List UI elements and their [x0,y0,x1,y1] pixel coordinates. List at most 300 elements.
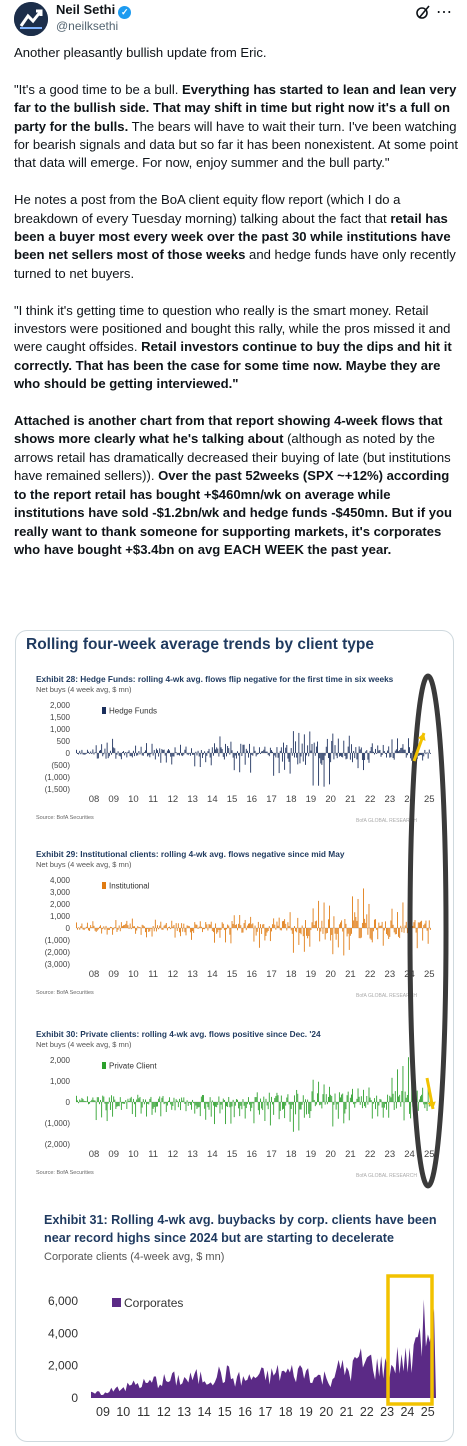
chart-bar [199,1102,200,1107]
chart-bar [212,928,213,931]
chart-bar [98,753,99,758]
x-tick-label: 19 [305,969,317,980]
chart-bar [167,1102,168,1106]
chart-bar [126,753,127,757]
chart-bar [274,925,275,928]
chart-bar [260,1099,261,1102]
chart-bar [99,927,100,928]
y-tick-label: (3,000) [44,960,70,969]
chart-bar [371,747,372,753]
chart-bar [280,1102,281,1111]
chart-bar [167,751,168,753]
chart-bar [169,1097,170,1102]
chart-bar [343,1102,344,1123]
chart-bar [418,922,419,928]
x-tick-label: 21 [345,1149,356,1160]
chart-bar [321,1102,322,1108]
chart-bar [333,753,334,759]
chart-bar [107,928,108,935]
chart-bar [384,1102,385,1108]
chart-bar [336,753,337,756]
chart-bar [270,928,271,941]
grok-icon[interactable] [415,4,431,20]
corp-y-tick: 4,000 [47,1326,78,1341]
chart-bar [295,1102,296,1114]
chart-bar [194,753,195,766]
chart-bar [399,750,400,753]
chart-bar [238,924,239,928]
chart-bar [370,751,371,753]
chart-bar [108,753,109,758]
chart-bar [81,1098,82,1102]
chart-bar [190,1102,191,1105]
chart-bar [419,923,420,929]
chart-bar [421,921,422,928]
chart-bar [273,918,274,928]
x-tick-label: 16 [246,1149,258,1160]
chart-bar [427,752,428,753]
chart-bar [359,928,360,938]
x-tick-label: 25 [423,794,435,805]
chart-bar [230,1102,231,1124]
chart-bar [316,1102,317,1105]
chart-bar [230,742,231,753]
corp-subtitle: Corporate clients (4-week avg, $ mn) [44,1251,225,1263]
chart-bar [206,924,207,928]
chart-bar [387,1095,388,1102]
chart-bar [221,1102,222,1105]
chart-bar [423,925,424,928]
chart-bar [114,1100,115,1102]
chart-bar [132,753,133,757]
chart-bar [235,753,236,755]
chart-bar [171,1102,172,1110]
chart-bar [291,928,292,930]
y-tick-label: (1,500) [44,785,70,794]
chart-bar [159,748,160,753]
chart-bar [422,1088,423,1102]
chart-bar [123,925,124,928]
chart-bar [195,924,196,928]
chart-bar [210,925,211,928]
chart-bar [310,928,311,930]
corp-legend-swatch [112,1298,121,1307]
chart-bar [383,745,384,753]
chart-bar [375,1102,376,1109]
chart-bar [213,1102,214,1106]
chart-bar [132,919,133,928]
chart-bar [372,1102,373,1119]
chart-bar [294,753,295,757]
chart-bar [194,922,195,928]
corp-x-tick: 14 [197,1405,212,1419]
chart-bar [281,1096,282,1102]
chart-bar [205,922,206,928]
chart-bar [300,1102,301,1110]
chart-bar [280,751,281,753]
chart-bar [389,1096,390,1102]
chart-bar [233,1100,234,1102]
chart-bar [257,753,258,755]
chart-bar [160,922,161,928]
chart-bar [177,1101,178,1102]
chart-bar [359,746,360,753]
chart-bar [222,749,223,753]
chart-bar [154,750,155,753]
chart-bar [100,925,101,928]
chart-bar [406,753,407,758]
chart-bar [109,1097,110,1102]
tweet-paragraph [14,44,460,62]
chart-bar [248,924,249,928]
chart-bar [236,924,237,928]
attached-image[interactable] [15,630,454,1442]
chart-bar [121,753,122,759]
chart-bar [286,745,287,753]
chart-bar [378,1102,379,1105]
chart-bar [266,752,267,753]
chart-bar [233,753,234,758]
legend-swatch [102,707,106,714]
chart-bar [141,1102,142,1114]
chart-bar [279,918,280,928]
chart-bar [88,1102,89,1104]
chart-bar [225,1102,226,1124]
chart-bar [138,751,139,753]
chart-bar [268,1102,269,1109]
chart-bar [237,928,238,930]
chart-bar [278,926,279,928]
chart-bar [387,751,388,753]
chart-bar [350,753,351,760]
chart-bar [430,753,431,754]
chart-bar [91,1100,92,1102]
chart-bar [370,928,371,938]
chart-bar [362,923,363,928]
chart-bar [339,1092,340,1102]
chart-bar [426,1102,427,1104]
chart-bar [111,753,112,755]
chart-bar [76,750,77,753]
chart-bar [218,753,219,757]
chart-bar [79,928,80,930]
chart-bar [285,924,286,928]
chart-bar [213,928,214,932]
chart-bar [94,753,95,755]
chart-bar [247,1102,248,1104]
chart-bar [340,922,341,928]
chart-bar [143,753,144,756]
chart-bar [238,753,239,756]
author-name[interactable] [56,2,131,19]
chart-bar [76,1096,77,1102]
chart-bar [420,1096,421,1102]
chart-bar [427,1102,428,1111]
chart-bar [393,1094,394,1102]
chart-bar [151,928,152,929]
chart-bar [243,745,244,753]
avatar[interactable] [14,2,48,36]
chart-bar [186,1102,187,1111]
corp-title-line2: near record highs since 2024 but are starting to decelerate [44,1231,394,1245]
panel-subtitle: Net buys (4 week avg, $ mn) [36,860,132,869]
chart-bar [274,753,275,756]
chart-bar [171,921,172,928]
chart-bar [198,928,199,929]
corp-x-tick: 18 [278,1405,293,1419]
chart-bar [100,1100,101,1102]
chart-bar [144,1102,145,1104]
chart-bar [80,753,81,754]
chart-bar [277,922,278,928]
chart-bar [180,745,181,753]
chart-bar [197,925,198,928]
chart-bar [424,750,425,753]
chart-bar [301,928,302,934]
chart-bar [249,923,250,928]
y-tick-label: 2,000 [49,900,70,909]
chart-bar [220,736,221,753]
chart-bar [216,747,217,753]
chart-bar [353,751,354,753]
chart-bar [243,1099,244,1102]
chart-bar [306,1102,307,1114]
chart-bar [407,753,408,755]
chart-bar [393,925,394,928]
y-tick-label: 1,000 [49,1077,70,1086]
chart-bar [333,1102,334,1105]
chart-bar [264,928,265,940]
x-tick-label: 18 [285,1149,297,1160]
chart-bar [383,928,384,946]
chart-bar [404,1102,405,1120]
chart-bar [400,1102,401,1107]
chart-bar [195,1102,196,1106]
chart-bar [126,1102,127,1109]
chart-bar [244,745,245,753]
chart-bar [326,747,327,753]
y-tick-label: 1,000 [49,725,70,734]
chart-bar [251,1102,252,1108]
x-tick-label: 16 [246,969,258,980]
chart-bar [422,928,423,941]
chart-bar [373,1102,374,1104]
chart-bar [166,753,167,763]
chart-bar [337,753,338,758]
x-tick-label: 11 [148,969,159,980]
chart-bar [378,750,379,753]
chart-bar [183,1097,184,1102]
chart-bar [163,1096,164,1102]
chart-bar [355,747,356,753]
author-handle[interactable]: @neilksethi [56,19,119,33]
chart-bar [90,752,91,754]
chart-bar [170,928,171,929]
x-tick-label: 14 [207,794,218,805]
chart-bar [188,926,189,928]
chart-bar [84,928,85,930]
chart-bar [277,747,278,753]
chart-bar [223,1099,224,1102]
chart-bar [200,753,201,767]
chart-bar [283,1102,284,1109]
chart-bar [120,928,121,931]
chart-bar [254,747,255,753]
chart-bar [338,928,339,947]
chart-bar [136,753,137,756]
chart-bar [355,1102,356,1103]
chart-bar [184,750,185,753]
chart-bar [145,750,146,753]
chart-bar [275,928,276,930]
chart-bar [392,1078,393,1102]
chart-bar [312,744,313,753]
chart-bar [309,731,310,753]
chart-bar [361,928,362,938]
chart-bar [254,928,255,942]
x-tick-label: 25 [423,969,435,980]
author-name-text[interactable]: Neil Sethi [56,2,116,17]
chart-bar [369,1088,370,1103]
chart-bar [241,928,242,933]
chart-bar [128,752,129,753]
chart-bar [79,1099,80,1102]
chart-bar [97,753,98,759]
x-tick-label: 11 [148,1149,159,1160]
chart-bar [154,1102,155,1107]
chart-bar [366,914,367,928]
chart-bar [130,753,131,756]
x-tick-label: 18 [285,794,297,805]
y-tick-label: (500) [51,761,70,770]
chart-bar [144,752,145,753]
chart-bar [316,921,317,928]
chart-bar [354,1102,355,1108]
chart-bar [239,915,240,928]
chart-bar [240,744,241,753]
chart-bar [131,1097,132,1102]
chart-bar [319,928,320,941]
chart-bar [238,1102,239,1108]
chart-bar [229,1102,230,1107]
chart-bar [262,751,263,753]
image-main-title: Rolling four-week average trends by client type [26,636,374,653]
chart-bar [205,753,206,762]
chart-bar [221,928,222,930]
chart-bar [98,1097,99,1102]
more-options-icon[interactable]: ⋯ [436,4,453,21]
chart-bar [229,753,230,755]
chart-bar [203,928,204,929]
y-tick-label: (1,000) [44,1119,70,1128]
chart-bar [335,928,336,934]
chart-bar [267,752,268,753]
chart-bar [302,744,303,753]
chart-bar [342,753,343,757]
chart-bar [215,1102,216,1107]
chart-bar [104,1102,105,1104]
chart-bar [216,1102,217,1107]
chart-bar [200,921,201,928]
text-segment: "It's a good time to be a bull. [14,81,183,97]
chart-bar [269,926,270,928]
chart-bar [420,922,421,928]
chart-bar [174,753,175,757]
chart-bar [395,928,396,934]
chart-bar [407,1095,408,1102]
client-flow-charts [16,631,453,1441]
chart-bar [246,749,247,753]
chart-bar [176,752,177,753]
chart-bar [263,924,264,928]
y-tick-label: (2,000) [44,948,70,957]
chart-bar [300,753,301,763]
chart-bar [133,926,134,928]
chart-bar [138,927,139,928]
x-tick-label: 25 [423,1149,435,1160]
chart-bar [350,928,351,936]
chart-bar [419,753,420,755]
chart-bar [155,1102,156,1112]
chart-bar [291,1102,292,1109]
chart-bar [113,747,114,753]
chart-bar [337,1102,338,1104]
chart-bar [372,928,373,942]
chart-bar [423,753,424,756]
chart-bar [101,1102,102,1117]
chart-bar [257,928,258,932]
chart-bar [365,751,366,753]
chart-bar [296,753,297,758]
chart-bar [178,923,179,928]
chart-bar [422,753,423,760]
chart-bar [399,928,400,938]
chart-bar [142,753,143,755]
chart-bar [376,1096,377,1102]
tweet-text [14,44,460,578]
chart-bar [388,746,389,753]
chart-bar [373,752,374,753]
chart-bar [86,927,87,928]
chart-bar [128,1099,129,1102]
x-tick-label: 09 [108,1149,120,1160]
chart-bar [386,1102,387,1110]
chart-bar [292,928,293,934]
chart-bar [78,1102,79,1103]
chart-bar [228,748,229,753]
chart-bar [110,751,111,753]
chart-bar [251,753,252,755]
chart-bar [367,1102,368,1105]
chart-bar [324,753,325,787]
chart-bar [109,753,110,756]
chart-bar [214,1102,215,1124]
chart-bar [403,744,404,753]
chart-bar [119,1102,120,1106]
x-tick-label: 10 [128,794,139,805]
text-segment: He notes a post from the BoA client equity flow report (which I do a breakdown of every Tuesday morning) talking about the fact that [14,192,401,226]
chart-bar [273,1102,274,1115]
chart-bar [212,747,213,753]
chart-bar [316,747,317,753]
chart-bar [164,750,165,753]
text-segment: The bears will have to wait their turn. I've been watching for bearish signals and data but so far it has been nonexistent. At some point that data will emerge. For now, enjoy summer and the bull party." [14,118,459,171]
chart-bar [97,928,98,931]
chart-bar [267,928,268,932]
chart-bar [90,925,91,928]
y-tick-label: 1,500 [49,713,70,722]
chart-bar [85,1101,86,1102]
